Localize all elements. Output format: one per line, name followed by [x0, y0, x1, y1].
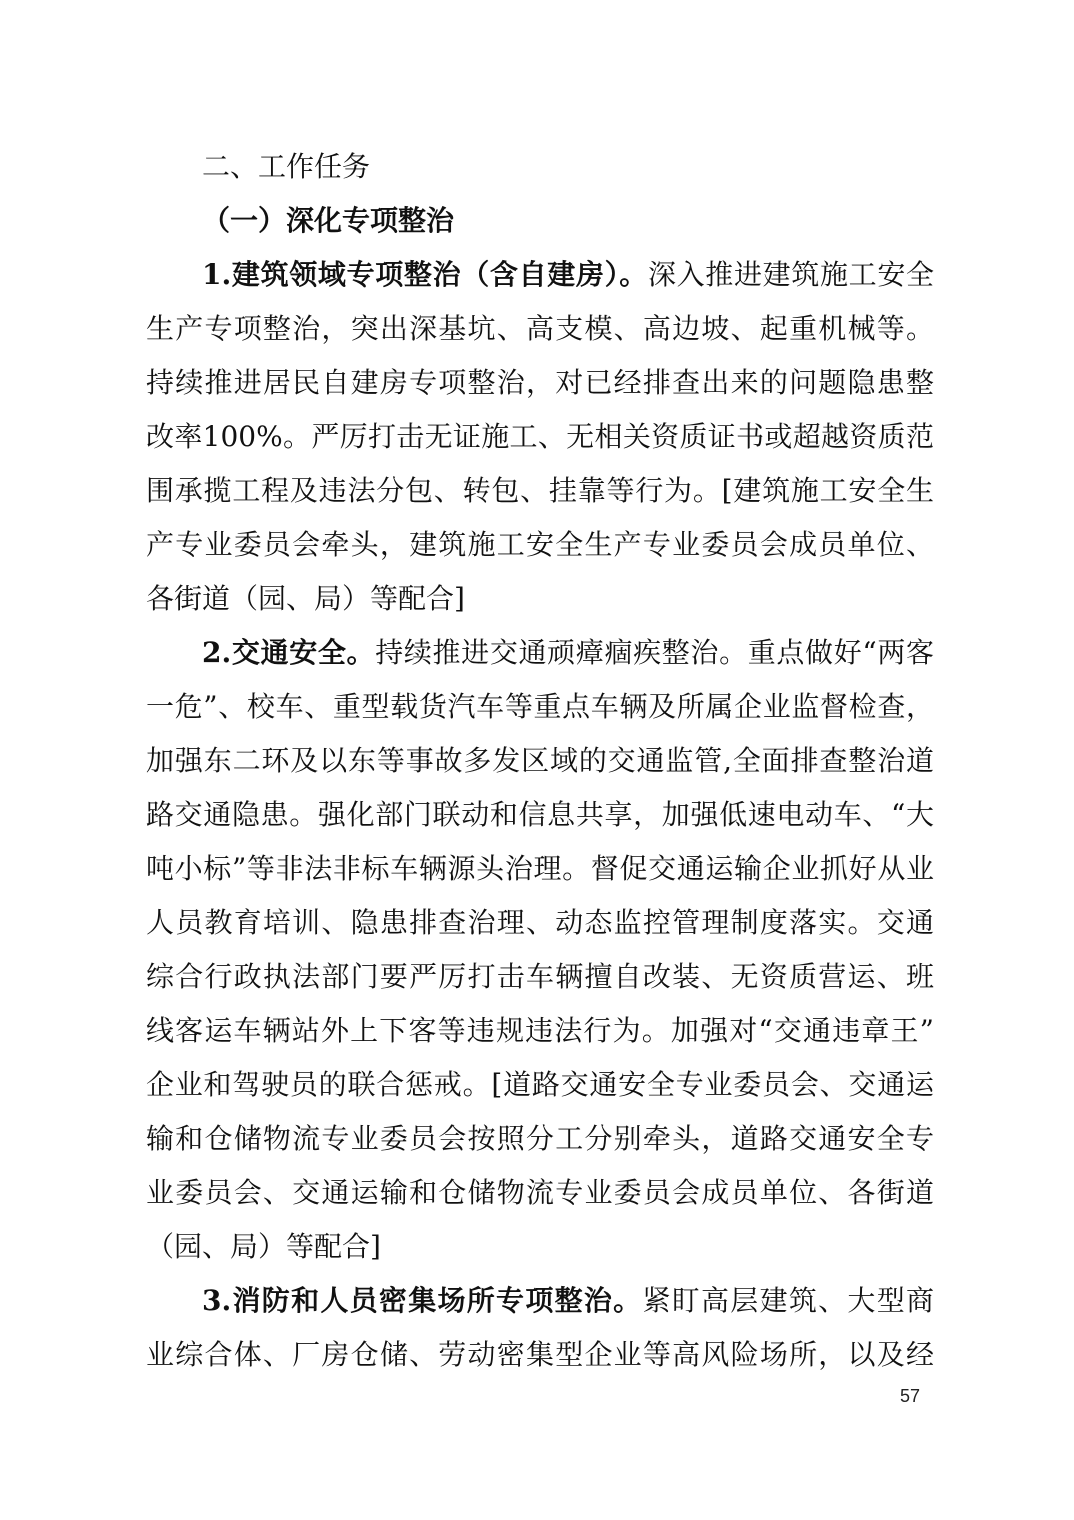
line-text: 持续推进交通顽瘴痼疾整治。重点做好“两客 [375, 636, 934, 669]
line-text: 紧盯高层建筑、大型商 [642, 1284, 934, 1317]
paragraph-line: 业委员会、交通运输和仓储物流专业委员会成员单位、各街道 [146, 1176, 934, 1209]
subsection-title: （一）深化专项整治 [202, 204, 455, 237]
paragraph-line: 生产专项整治，突出深基坑、高支模、高边坡、起重机械等。 [146, 312, 934, 345]
paragraph-line: 人员教育培训、隐患排查治理、动态监控管理制度落实。交通 [146, 906, 934, 939]
paragraph-line: 综合行政执法部门要严厉打击车辆擅自改装、无资质营运、班 [146, 960, 934, 993]
paragraph-line: 吨小标”等非法非标车辆源头治理。督促交通运输企业抓好从业 [146, 852, 934, 885]
paragraph-line: （园、局）等配合] [146, 1230, 381, 1263]
paragraph-item-1 [146, 248, 934, 626]
paragraph-line [146, 1274, 934, 1328]
paragraph-line: 一危”、校车、重型载货汽车等重点车辆及所属企业监督检查， [146, 690, 934, 723]
paragraph-line: 线客运车辆站外上下客等违规违法行为。加强对“交通违章王” [146, 1014, 934, 1047]
line-text: 深入推进建筑施工安全 [647, 258, 934, 291]
paragraph-item-3 [146, 1274, 934, 1382]
paragraph-line [146, 248, 934, 302]
paragraph-item-2 [146, 626, 934, 1274]
section-title: 二、工作任务 [202, 150, 371, 183]
paragraph-line: 改率100%。严厉打击无证施工、无相关资质证书或超越资质范 [146, 420, 934, 453]
paragraph-line: 加强东二环及以东等事故多发区域的交通监管,全面排查整治道 [146, 744, 934, 777]
paragraph-line: 路交通隐患。强化部门联动和信息共享，加强低速电动车、“大 [146, 798, 934, 831]
paragraph-line: 业综合体、厂房仓储、劳动密集型企业等高风险场所，以及经 [146, 1338, 934, 1371]
paragraph-line [146, 626, 934, 680]
item-lead: 1.建筑领域专项整治（含自建房）。 [202, 258, 648, 291]
page-number: 57 [900, 1386, 921, 1406]
paragraph-line: 持续推进居民自建房专项整治，对已经排查出来的问题隐患整 [146, 366, 934, 399]
document-body [146, 140, 934, 1382]
paragraph-line: 输和仓储物流专业委员会按照分工分别牵头，道路交通安全专 [146, 1122, 934, 1155]
paragraph-line: 产专业委员会牵头，建筑施工安全生产专业委员会成员单位、 [146, 528, 934, 561]
paragraph-line: 企业和驾驶员的联合惩戒。[道路交通安全专业委员会、交通运 [146, 1068, 934, 1101]
item-lead: 3.消防和人员密集场所专项整治。 [202, 1284, 643, 1317]
paragraph-line: 各街道（园、局）等配合] [146, 582, 465, 615]
paragraph-line: 围承揽工程及违法分包、转包、挂靠等行为。[建筑施工安全生 [146, 474, 934, 507]
item-lead: 2.交通安全。 [202, 636, 376, 669]
